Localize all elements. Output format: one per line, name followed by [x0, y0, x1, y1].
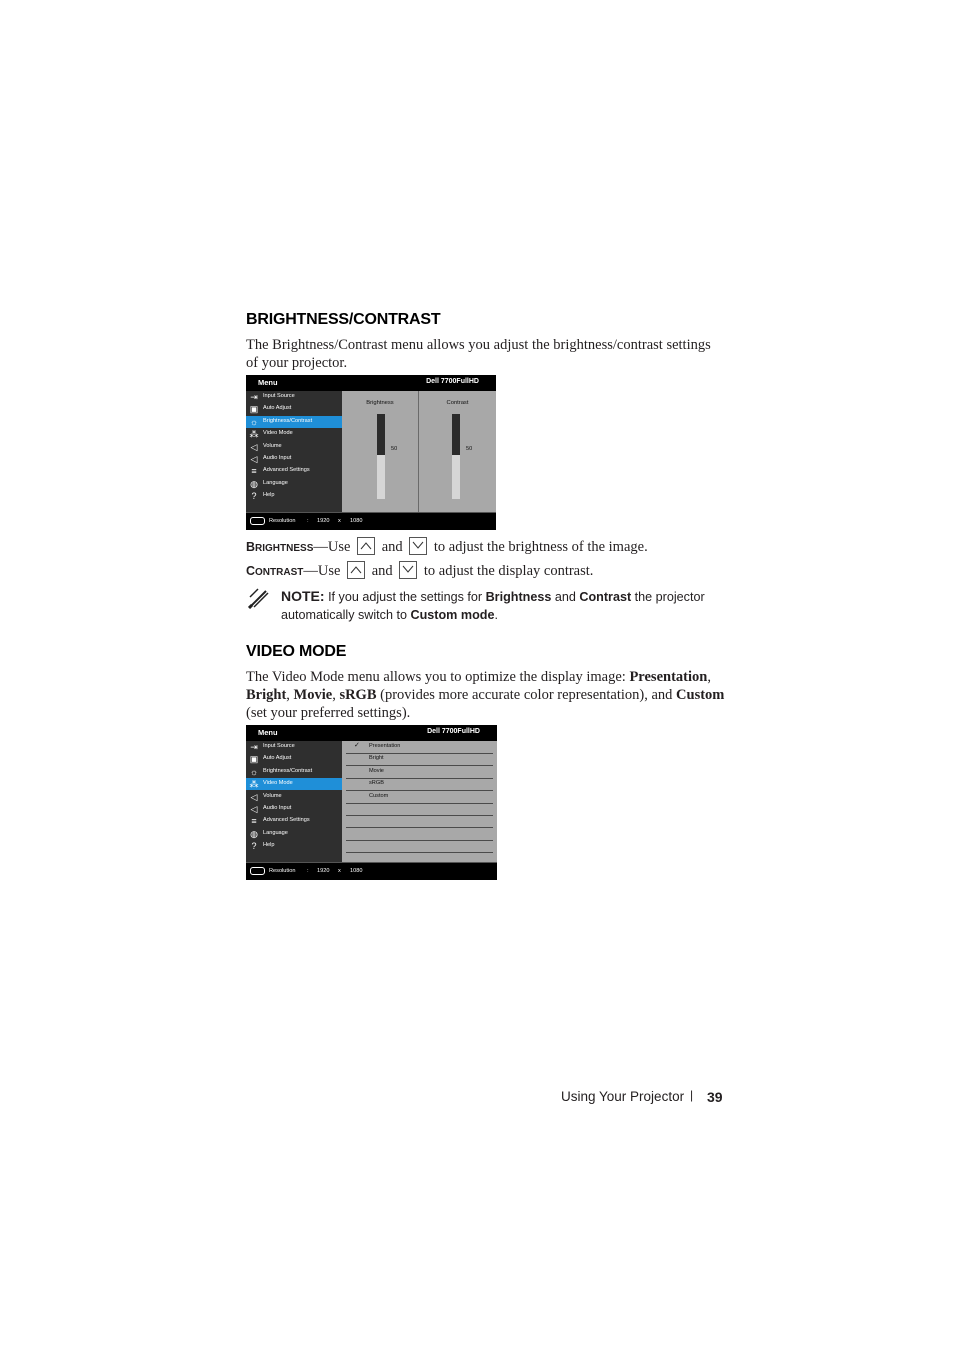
down-arrow-button-icon	[409, 537, 427, 555]
auto-adjust-icon: ▣	[249, 404, 259, 414]
video-intro-line-1	[246, 668, 746, 686]
video-mode-option-bright[interactable]	[346, 753, 493, 766]
contrast-slider[interactable]	[419, 391, 496, 512]
brightness-contrast-intro	[246, 336, 736, 372]
osd-item-help[interactable]	[246, 490, 342, 502]
video-mode-icon: ⁂	[249, 429, 259, 439]
intro-line-2: of your projector.	[246, 355, 348, 371]
term-srgb: sRGB	[339, 687, 377, 703]
page-number: 39	[707, 1089, 723, 1105]
help-icon: ?	[251, 491, 257, 501]
option-label: Movie	[369, 768, 384, 774]
note-contrast: Contrast	[579, 590, 632, 604]
note-period: .	[494, 608, 498, 622]
up-arrow-button-icon	[347, 561, 365, 579]
osd-model-name: Dell 7700FullHD	[427, 728, 480, 735]
osd-top-bar	[246, 375, 496, 392]
osd-item-language[interactable]	[246, 828, 342, 840]
osd-item-label: Input Source	[263, 743, 295, 749]
brightness-slider[interactable]	[342, 391, 418, 512]
video-mode-option-srgb[interactable]	[346, 778, 493, 791]
osd-brightness-contrast-panel	[342, 391, 496, 512]
audio-input-icon: ◁	[250, 454, 258, 464]
text: The Video Mode menu allows you to optimize the display image:	[246, 669, 626, 685]
text: ,	[332, 687, 336, 703]
brightness-instruction	[246, 537, 648, 556]
osd-item-label: Input Source	[263, 393, 295, 399]
osd-item-label: Advanced Settings	[263, 817, 310, 823]
brightness-slider-lower	[377, 455, 385, 499]
osd-resolution-bar	[246, 512, 496, 530]
contrast-dash-use: —Use	[303, 563, 341, 579]
osd-item-auto-adjust[interactable]	[246, 403, 342, 415]
note-custom-mode: Custom mode	[410, 608, 495, 622]
osd-item-auto-adjust[interactable]	[246, 753, 342, 765]
contrast-value: 50	[466, 446, 473, 452]
term-movie: Movie	[293, 687, 333, 703]
resolution-x: x	[338, 518, 341, 524]
osd-item-input-source[interactable]	[246, 741, 342, 753]
osd-item-volume[interactable]	[246, 791, 342, 803]
osd-resolution-bar	[246, 862, 497, 880]
resolution-height: 1080	[350, 868, 363, 874]
osd-item-label: Auto Adjust	[263, 755, 292, 761]
video-intro-line-2	[246, 686, 746, 704]
brightness-term-initial: B	[246, 540, 256, 554]
option-label: Custom	[369, 793, 389, 799]
resolution-width: 1920	[317, 518, 330, 524]
resolution-label: Resolution	[269, 518, 296, 524]
resolution-icon	[250, 517, 265, 525]
up-arrow-button-icon	[357, 537, 375, 555]
osd-item-label: Language	[263, 830, 288, 836]
osd-menu-title: Menu	[258, 378, 278, 387]
osd-item-language[interactable]	[246, 478, 342, 490]
auto-adjust-icon: ▣	[249, 754, 259, 764]
brightness-value: 50	[391, 446, 398, 452]
contrast-slider-upper	[452, 414, 460, 455]
footer-separator: |	[690, 1088, 694, 1102]
input-source-icon: ⇥	[250, 742, 258, 752]
osd-video-mode-panel	[342, 741, 497, 862]
video-mode-empty-row	[346, 840, 493, 853]
brightness-slider-label: Brightness	[366, 400, 394, 406]
osd-item-audio-input[interactable]	[246, 803, 342, 815]
input-source-icon: ⇥	[250, 392, 258, 402]
osd-item-label: Volume	[263, 443, 282, 449]
osd-item-label: Help	[263, 842, 275, 848]
osd-item-label: Advanced Settings	[263, 467, 310, 473]
section-heading-video-mode: VIDEO MODE	[246, 643, 347, 660]
osd-item-help[interactable]	[246, 840, 342, 852]
osd-item-label: Audio Input	[263, 805, 292, 811]
brightness-slider-upper	[377, 414, 385, 455]
osd-item-advanced-settings[interactable]	[246, 815, 342, 827]
osd-item-advanced-settings[interactable]	[246, 465, 342, 477]
intro-line-1: The Brightness/Contrast menu allows you adjust the brightness/contrast settings	[246, 337, 711, 353]
osd-item-label: Language	[263, 480, 288, 486]
video-mode-empty-row	[346, 815, 493, 828]
osd-menu-title: Menu	[258, 728, 278, 737]
video-mode-icon: ⁂	[249, 779, 259, 789]
term-presentation: Presentation	[629, 669, 708, 685]
advanced-settings-icon: ≡	[251, 816, 257, 826]
advanced-settings-icon: ≡	[251, 466, 257, 476]
volume-icon: ◁	[250, 792, 258, 802]
resolution-sep: :	[307, 868, 309, 874]
note-brightness: Brightness	[485, 590, 552, 604]
contrast-instruction	[246, 561, 593, 580]
note-text: and	[554, 590, 576, 604]
footer-section-title: Using Your Projector	[561, 1089, 685, 1104]
volume-icon: ◁	[250, 442, 258, 452]
osd-item-label: Brightness/Contrast	[263, 768, 313, 774]
osd-model-name: Dell 7700FullHD	[426, 378, 479, 385]
option-label: sRGB	[369, 780, 384, 786]
osd-item-label: Audio Input	[263, 455, 292, 461]
contrast-term-rest: ONTRAST	[255, 567, 304, 578]
term-custom: Custom	[676, 687, 725, 703]
osd-top-bar	[246, 725, 497, 742]
brightness-rest: to adjust the brightness of the image.	[433, 539, 648, 555]
text: ,	[707, 669, 711, 685]
contrast-rest: to adjust the display contrast.	[423, 563, 594, 579]
resolution-height: 1080	[350, 518, 363, 524]
osd-item-label: Video Mode	[263, 430, 293, 436]
language-icon: ◍	[250, 829, 258, 839]
osd-item-label: Video Mode	[263, 780, 293, 786]
note-text: automatically switch to	[281, 608, 407, 622]
osd-item-audio-input[interactable]	[246, 453, 342, 465]
brightness-icon: ☼	[249, 767, 259, 777]
resolution-width: 1920	[317, 868, 330, 874]
language-icon: ◍	[250, 479, 258, 489]
osd-item-input-source[interactable]	[246, 391, 342, 403]
osd-item-label: Help	[263, 492, 275, 498]
resolution-icon	[250, 867, 265, 875]
note-pencil-icon	[248, 587, 270, 614]
osd-item-volume[interactable]	[246, 441, 342, 453]
contrast-and: and	[371, 563, 393, 579]
term-bright: Bright	[246, 687, 287, 703]
video-mode-intro	[246, 668, 746, 722]
resolution-x: x	[338, 868, 341, 874]
note-text: If you adjust the settings for	[328, 590, 483, 604]
text: ,	[286, 687, 290, 703]
note-text: the projector	[634, 590, 705, 604]
resolution-sep: :	[307, 518, 309, 524]
down-arrow-button-icon	[399, 561, 417, 579]
brightness-term-rest: RIGHTNESS	[255, 543, 314, 554]
osd-item-video-mode[interactable]	[246, 778, 342, 790]
osd-video-mode-screenshot	[246, 725, 497, 880]
osd-menu-list	[246, 391, 342, 512]
osd-menu-list	[246, 741, 342, 862]
osd-item-brightness-contrast[interactable]	[246, 766, 342, 778]
osd-brightness-contrast-screenshot	[246, 375, 496, 530]
osd-item-video-mode[interactable]	[246, 428, 342, 440]
osd-item-label: Brightness/Contrast	[263, 418, 313, 424]
option-label: Presentation	[369, 743, 401, 749]
osd-item-brightness-contrast[interactable]	[246, 416, 342, 428]
video-intro-line-3: (set your preferred settings).	[246, 705, 411, 721]
note-label: NOTE:	[281, 588, 325, 604]
brightness-icon: ☼	[249, 417, 259, 427]
brightness-and: and	[381, 539, 403, 555]
text: (provides more accurate color representation), and	[380, 687, 673, 703]
osd-item-label: Auto Adjust	[263, 405, 292, 411]
help-icon: ?	[251, 841, 257, 851]
checkmark-icon: ✓	[354, 742, 360, 749]
resolution-label: Resolution	[269, 868, 296, 874]
note-block	[281, 587, 741, 624]
contrast-slider-lower	[452, 455, 460, 499]
contrast-term-initial: C	[246, 564, 256, 578]
brightness-dash-use: —Use	[313, 539, 351, 555]
section-heading-brightness-contrast: BRIGHTNESS/CONTRAST	[246, 311, 441, 328]
osd-item-label: Volume	[263, 793, 282, 799]
option-label: Bright	[369, 755, 384, 761]
audio-input-icon: ◁	[250, 804, 258, 814]
contrast-slider-label: Contrast	[446, 400, 469, 406]
